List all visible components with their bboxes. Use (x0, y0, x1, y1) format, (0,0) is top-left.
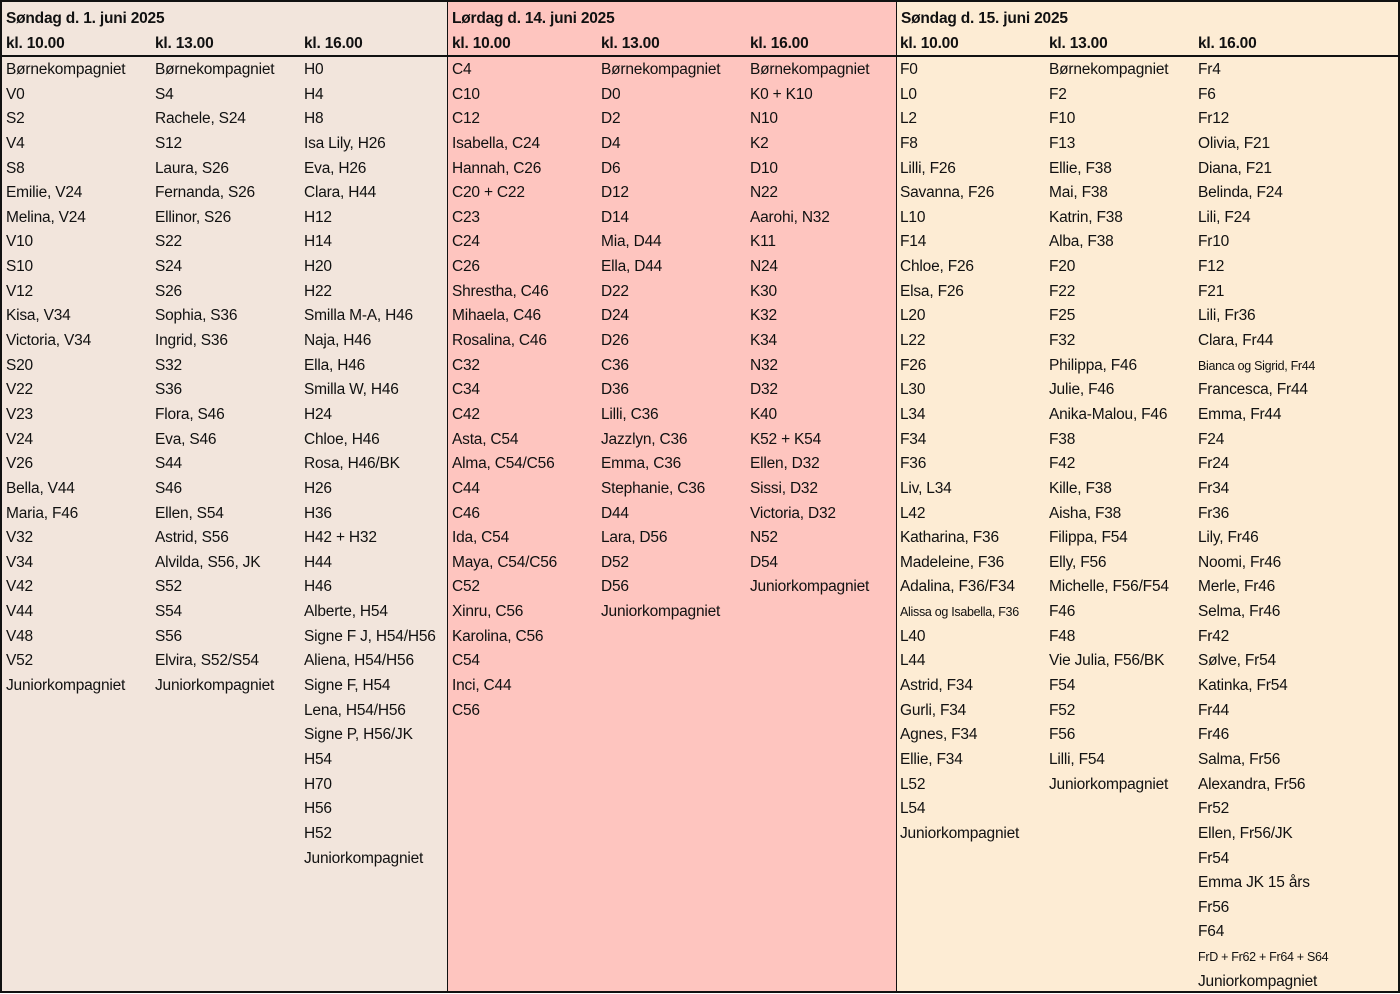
schedule-entry: Noomi, Fr46 (1198, 553, 1282, 571)
schedule-entry: Fr12 (1198, 110, 1230, 128)
schedule-entry: Karolina, C56 (452, 627, 544, 645)
schedule-entry: F64 (1198, 923, 1225, 941)
schedule-entry: Salma, Fr56 (1198, 750, 1281, 768)
schedule-entry: Aliena, H54/H56 (304, 652, 414, 670)
schedule-entry: H52 (304, 824, 332, 842)
schedule-entry: FrD + Fr62 + Fr64 + S64 (1198, 950, 1329, 965)
schedule-entry: N24 (750, 258, 778, 276)
schedule-entry: Astrid, F34 (900, 677, 973, 695)
schedule-entry: Jazzlyn, C36 (601, 430, 688, 448)
schedule-entry: Juniorkompagniet (750, 578, 870, 596)
schedule-entry: H54 (304, 750, 332, 768)
schedule-entry: Ellen, Fr56/JK (1198, 824, 1293, 842)
schedule-entry: L0 (900, 85, 917, 103)
schedule-entry: K40 (750, 405, 777, 423)
schedule-entry: Belinda, F24 (1198, 184, 1283, 202)
schedule-entry: Lili, Fr36 (1198, 307, 1256, 325)
schedule-entry: Stephanie, C36 (601, 479, 706, 497)
schedule-entry: Astrid, S56 (155, 529, 229, 547)
schedule-entry: S36 (155, 381, 182, 399)
schedule-entry: Fr56 (1198, 898, 1230, 916)
schedule-entry: Emilie, V24 (6, 184, 83, 202)
schedule-entry: Mia, D44 (601, 233, 662, 251)
schedule-entry: S22 (155, 233, 182, 251)
schedule-entry: Aisha, F38 (1049, 504, 1122, 522)
schedule-entry: Lilli, F54 (1049, 750, 1105, 768)
schedule-entry: Asta, C54 (452, 430, 519, 448)
schedule-entry: Savanna, F26 (900, 184, 995, 202)
schedule-entry: Philippa, F46 (1049, 356, 1137, 374)
schedule-entry: Fr46 (1198, 726, 1230, 744)
schedule-entry: F48 (1049, 627, 1076, 645)
schedule-entry: D26 (601, 332, 629, 350)
schedule-entry: Børnekompagniet (155, 61, 275, 78)
schedule-entry: Børnekompagniet (750, 61, 870, 78)
schedule-entry: V24 (6, 430, 33, 448)
schedule-entry: F22 (1049, 282, 1076, 300)
schedule-entry: Børnekompagniet (6, 61, 126, 78)
schedule-entry: Fernanda, S26 (155, 184, 255, 202)
schedule-entry: F25 (1049, 307, 1076, 325)
schedule-entry: Signe P, H56/JK (304, 726, 413, 744)
time-slot-header: kl. 13.00 (1049, 35, 1108, 52)
schedule-entry: Alma, C54/C56 (452, 455, 555, 473)
schedule-entry: Ellie, F34 (900, 750, 963, 768)
slot-list (750, 58, 869, 600)
schedule-entry: V26 (6, 455, 33, 473)
schedule-entry: V32 (6, 529, 33, 547)
schedule-entry: D12 (601, 184, 629, 202)
time-slot-header: kl. 10.00 (452, 35, 511, 52)
schedule-entry: V52 (6, 652, 33, 670)
schedule-entry: Fr52 (1198, 800, 1230, 818)
day-column-2 (448, 2, 897, 991)
schedule-entry: F46 (1049, 603, 1076, 621)
schedule-entry: Selma, Fr46 (1198, 603, 1281, 621)
day-title: Søndag d. 1. juni 2025 (6, 10, 165, 27)
schedule-entry: Alba, F38 (1049, 233, 1114, 251)
schedule-entry: F20 (1049, 258, 1076, 276)
schedule-entry: Fr4 (1198, 61, 1221, 78)
schedule-entry: C23 (452, 208, 480, 226)
schedule-entry: F26 (900, 356, 927, 374)
schedule-entry: Isa Lily, H26 (304, 134, 386, 152)
schedule-entry: C54 (452, 652, 480, 670)
time-slot-header: kl. 10.00 (900, 35, 959, 52)
schedule-entry: N10 (750, 110, 778, 128)
schedule-entry: C36 (601, 356, 629, 374)
schedule-entry: K30 (750, 282, 777, 300)
schedule-entry: F42 (1049, 455, 1076, 473)
schedule-entry: Xinru, C56 (452, 603, 524, 621)
schedule-entry: D56 (601, 578, 629, 596)
schedule-entry: Chloe, H46 (304, 430, 380, 448)
schedule-entry: Liv, L34 (900, 479, 952, 497)
schedule-entry: F56 (1049, 726, 1076, 744)
schedule-entry: F32 (1049, 332, 1076, 350)
schedule-entry: D14 (601, 208, 629, 226)
schedule-entry: Sølve, Fr54 (1198, 652, 1276, 670)
schedule-entry: Vie Julia, F56/BK (1049, 652, 1165, 670)
schedule-entry: Juniorkompagniet (155, 677, 275, 695)
schedule-entry: H56 (304, 800, 332, 818)
schedule-entry: L42 (900, 504, 926, 522)
schedule-entry: Børnekompagniet (601, 61, 721, 78)
schedule-entry: H0 (304, 61, 324, 78)
schedule-entry: V22 (6, 381, 33, 399)
schedule-entry: D24 (601, 307, 629, 325)
slot-list (601, 58, 720, 625)
schedule-entry: Michelle, F56/F54 (1049, 578, 1169, 596)
schedule-entry: Elsa, F26 (900, 282, 964, 300)
schedule-entry: Maria, F46 (6, 504, 79, 522)
schedule-entry: Shrestha, C46 (452, 282, 549, 300)
schedule-entry: Børnekompagniet (1049, 61, 1169, 78)
schedule-entry: C44 (452, 479, 480, 497)
schedule-entry: H44 (304, 553, 332, 571)
schedule-entry: L54 (900, 800, 926, 818)
schedule-entry: Inci, C44 (452, 677, 512, 695)
schedule-entry: Alexandra, Fr56 (1198, 775, 1306, 793)
schedule-entry: F21 (1198, 282, 1225, 300)
schedule-entry: Smilla W, H46 (304, 381, 399, 399)
schedule-entry: D22 (601, 282, 629, 300)
schedule-entry: S4 (155, 85, 174, 103)
schedule-entry: Lilli, C36 (601, 405, 659, 423)
schedule-entry: Rosa, H46/BK (304, 455, 400, 473)
schedule-entry: C4 (452, 61, 472, 78)
schedule-entry: Katrin, F38 (1049, 208, 1123, 226)
schedule-entry: F12 (1198, 258, 1225, 276)
schedule-entry: Fr54 (1198, 849, 1230, 867)
schedule-entry: Signe F, H54 (304, 677, 391, 695)
schedule-entry: C52 (452, 578, 480, 596)
schedule-entry: Merle, Fr46 (1198, 578, 1276, 596)
schedule-entry: S24 (155, 258, 182, 276)
schedule-entry: Anika-Malou, F46 (1049, 405, 1168, 423)
schedule-entry: Sissi, D32 (750, 479, 818, 497)
schedule-entry: V44 (6, 603, 33, 621)
schedule-entry: L10 (900, 208, 926, 226)
schedule-entry: D6 (601, 159, 621, 177)
schedule-entry: L20 (900, 307, 926, 325)
slot-list (6, 58, 125, 699)
schedule-entry: Ellinor, S26 (155, 208, 232, 226)
header-divider (448, 55, 896, 57)
time-slot-header: kl. 16.00 (1198, 35, 1257, 52)
schedule-entry: Fr42 (1198, 627, 1230, 645)
schedule-entry: F8 (900, 134, 918, 152)
schedule-entry: Alvilda, S56, JK (155, 553, 261, 571)
schedule-entry: Emma, Fr44 (1198, 405, 1282, 423)
schedule-entry: H14 (304, 233, 332, 251)
schedule-entry: F54 (1049, 677, 1076, 695)
schedule-entry: S54 (155, 603, 182, 621)
schedule-entry: Elly, F56 (1049, 553, 1107, 571)
schedule-entry: F13 (1049, 134, 1076, 152)
schedule-entry: Gurli, F34 (900, 701, 967, 719)
schedule-entry: Kisa, V34 (6, 307, 71, 325)
schedule-entry: V12 (6, 282, 33, 300)
schedule-entry: L30 (900, 381, 926, 399)
schedule-entry: K34 (750, 332, 777, 350)
schedule-entry: K2 (750, 134, 769, 152)
schedule-entry: Rosalina, C46 (452, 332, 547, 350)
schedule-entry: H26 (304, 479, 332, 497)
schedule-entry: Agnes, F34 (900, 726, 978, 744)
schedule-entry: F10 (1049, 110, 1076, 128)
schedule-entry: Aarohi, N32 (750, 208, 830, 226)
schedule-entry: C42 (452, 405, 480, 423)
schedule-entry: K32 (750, 307, 777, 325)
schedule-entry: Lara, D56 (601, 529, 668, 547)
schedule-entry: Filippa, F54 (1049, 529, 1128, 547)
schedule-entry: V4 (6, 134, 25, 152)
schedule-entry: H4 (304, 85, 324, 103)
schedule-entry: F52 (1049, 701, 1076, 719)
schedule-entry: V48 (6, 627, 33, 645)
schedule-entry: Smilla M-A, H46 (304, 307, 413, 325)
schedule-entry: Maya, C54/C56 (452, 553, 558, 571)
schedule-entry: F14 (900, 233, 927, 251)
schedule-entry: Alissa og Isabella, F36 (900, 605, 1019, 620)
schedule-entry: C10 (452, 85, 480, 103)
schedule-entry: H22 (304, 282, 332, 300)
schedule-entry: K52 + K54 (750, 430, 822, 448)
schedule-entry: N52 (750, 529, 778, 547)
schedule-entry: L52 (900, 775, 926, 793)
time-slot-header: kl. 16.00 (750, 35, 809, 52)
schedule-entry: Elvira, S52/S54 (155, 652, 259, 670)
schedule-entry: Naja, H46 (304, 332, 372, 350)
schedule-entry: Ella, D44 (601, 258, 663, 276)
schedule-entry: Julie, F46 (1049, 381, 1115, 399)
schedule-entry: Emma JK 15 års (1198, 874, 1310, 892)
schedule-entry: Mihaela, C46 (452, 307, 541, 325)
time-slot-header: kl. 13.00 (601, 35, 660, 52)
schedule-entry: C24 (452, 233, 480, 251)
time-slot-header: kl. 10.00 (6, 35, 65, 52)
schedule-entry: Rachele, S24 (155, 110, 246, 128)
schedule-entry: C34 (452, 381, 480, 399)
schedule-entry: S26 (155, 282, 182, 300)
schedule-entry: Lili, F24 (1198, 208, 1251, 226)
schedule-entry: S46 (155, 479, 182, 497)
schedule-entry: C46 (452, 504, 480, 522)
schedule-entry: Mai, F38 (1049, 184, 1108, 202)
schedule-entry: Lena, H54/H56 (304, 701, 406, 719)
schedule-entry: Katharina, F36 (900, 529, 999, 547)
schedule-entry: Flora, S46 (155, 405, 225, 423)
schedule-entry: Katinka, Fr54 (1198, 677, 1288, 695)
schedule-entry: Ellie, F38 (1049, 159, 1112, 177)
schedule-entry: D44 (601, 504, 629, 522)
schedule-entry: S52 (155, 578, 182, 596)
schedule-entry: Clara, Fr44 (1198, 332, 1274, 350)
schedule-entry: Eva, S46 (155, 430, 217, 448)
schedule-entry: Melina, V24 (6, 208, 86, 226)
schedule-entry: Adalina, F36/F34 (900, 578, 1015, 596)
schedule-entry: S2 (6, 110, 25, 128)
schedule-entry: S56 (155, 627, 182, 645)
schedule-entry: L40 (900, 627, 926, 645)
schedule-entry: Bianca og Sigrid, Fr44 (1198, 358, 1316, 373)
schedule-entry: Juniorkompagniet (601, 603, 721, 621)
schedule-entry: Bella, V44 (6, 479, 75, 497)
schedule-entry: Chloe, F26 (900, 258, 974, 276)
slot-list (304, 58, 436, 871)
schedule-entry: Fr36 (1198, 504, 1230, 522)
schedule-entry: V42 (6, 578, 33, 596)
schedule-entry: Juniorkompagniet (1198, 972, 1318, 990)
schedule-entry: C32 (452, 356, 480, 374)
schedule-entry: F34 (900, 430, 927, 448)
schedule-entry: L44 (900, 652, 926, 670)
schedule-entry: Lily, Fr46 (1198, 529, 1259, 547)
schedule-entry: C12 (452, 110, 480, 128)
schedule-entry: Ingrid, S36 (155, 332, 228, 350)
schedule-entry: D2 (601, 110, 621, 128)
schedule-entry: H42 + H32 (304, 529, 377, 547)
schedule-entry: L34 (900, 405, 926, 423)
day-column-3 (897, 2, 1400, 991)
schedule-entry: Hannah, C26 (452, 159, 542, 177)
time-slot-header: kl. 16.00 (304, 35, 363, 52)
schedule-entry: Alberte, H54 (304, 603, 388, 621)
schedule-entry: S44 (155, 455, 182, 473)
slot-list (155, 58, 274, 699)
slot-list (1049, 58, 1169, 797)
schedule-entry: H20 (304, 258, 332, 276)
schedule-entry: Kille, F38 (1049, 479, 1112, 497)
schedule-entry: Ella, H46 (304, 356, 366, 374)
time-slot-header: kl. 13.00 (155, 35, 214, 52)
schedule-entry: Lilli, F26 (900, 159, 956, 177)
schedule-entry: D10 (750, 159, 778, 177)
slot-list (1198, 58, 1328, 994)
schedule-entry: L22 (900, 332, 926, 350)
schedule-entry: V10 (6, 233, 33, 251)
schedule-entry: Eva, H26 (304, 159, 367, 177)
schedule-entry: Ellen, S54 (155, 504, 224, 522)
schedule-entry: H46 (304, 578, 332, 596)
header-divider (2, 55, 447, 57)
schedule-entry: Fr24 (1198, 455, 1230, 473)
schedule-entry: D36 (601, 381, 629, 399)
schedule-entry: C56 (452, 701, 480, 719)
schedule-entry: D0 (601, 85, 621, 103)
schedule-entry: S32 (155, 356, 182, 374)
schedule-entry: N22 (750, 184, 778, 202)
schedule-entry: Juniorkompagniet (6, 677, 126, 695)
slot-list (900, 58, 1019, 847)
schedule-entry: H36 (304, 504, 332, 522)
schedule-entry: Diana, F21 (1198, 159, 1272, 177)
schedule-entry: Sophia, S36 (155, 307, 238, 325)
schedule-entry: C20 + C22 (452, 184, 525, 202)
schedule-entry: Ida, C54 (452, 529, 509, 547)
day-title: Søndag d. 15. juni 2025 (901, 10, 1068, 27)
schedule-entry: Fr44 (1198, 701, 1230, 719)
schedule-entry: Clara, H44 (304, 184, 377, 202)
schedule-entry: D52 (601, 553, 629, 571)
schedule-entry: F0 (900, 61, 918, 78)
schedule-entry: K0 + K10 (750, 85, 813, 103)
schedule-entry: V0 (6, 85, 25, 103)
schedule-entry: Laura, S26 (155, 159, 229, 177)
header-divider (897, 55, 1398, 57)
schedule-entry: Signe F J, H54/H56 (304, 627, 436, 645)
schedule-entry: D4 (601, 134, 621, 152)
schedule-entry: H8 (304, 110, 324, 128)
schedule-entry: S8 (6, 159, 25, 177)
day-column-1 (0, 2, 448, 991)
schedule-entry: H24 (304, 405, 332, 423)
schedule-entry: K11 (750, 233, 776, 251)
schedule-entry: Juniorkompagniet (900, 824, 1020, 842)
schedule-entry: F38 (1049, 430, 1076, 448)
schedule-entry: F6 (1198, 85, 1216, 103)
schedule-entry: Fr10 (1198, 233, 1230, 251)
schedule-entry: S10 (6, 258, 33, 276)
schedule-entry: Isabella, C24 (452, 134, 540, 152)
schedule-entry: Ellen, D32 (750, 455, 820, 473)
schedule-entry: Olivia, F21 (1198, 134, 1270, 152)
schedule-entry: L2 (900, 110, 917, 128)
schedule-entry: D32 (750, 381, 778, 399)
schedule-entry: Juniorkompagniet (304, 849, 424, 867)
schedule-entry: S20 (6, 356, 33, 374)
schedule-entry: S12 (155, 134, 182, 152)
day-title: Lørdag d. 14. juni 2025 (452, 10, 615, 27)
schedule-entry: Emma, C36 (601, 455, 682, 473)
schedule-entry: N32 (750, 356, 778, 374)
schedule-entry: V23 (6, 405, 33, 423)
schedule-entry: H70 (304, 775, 332, 793)
schedule-entry: Victoria, V34 (6, 332, 91, 350)
slot-list (452, 58, 557, 723)
schedule-entry: D54 (750, 553, 778, 571)
schedule-entry: Madeleine, F36 (900, 553, 1005, 571)
schedule-entry: F24 (1198, 430, 1225, 448)
schedule-entry: F2 (1049, 85, 1067, 103)
schedule-entry: V34 (6, 553, 33, 571)
schedule-entry: Fr34 (1198, 479, 1230, 497)
schedule-entry: Juniorkompagniet (1049, 775, 1169, 793)
schedule-entry: Victoria, D32 (750, 504, 836, 522)
schedule-entry: C26 (452, 258, 480, 276)
schedule-entry: F36 (900, 455, 927, 473)
schedule-entry: H12 (304, 208, 332, 226)
schedule-entry: Francesca, Fr44 (1198, 381, 1308, 399)
